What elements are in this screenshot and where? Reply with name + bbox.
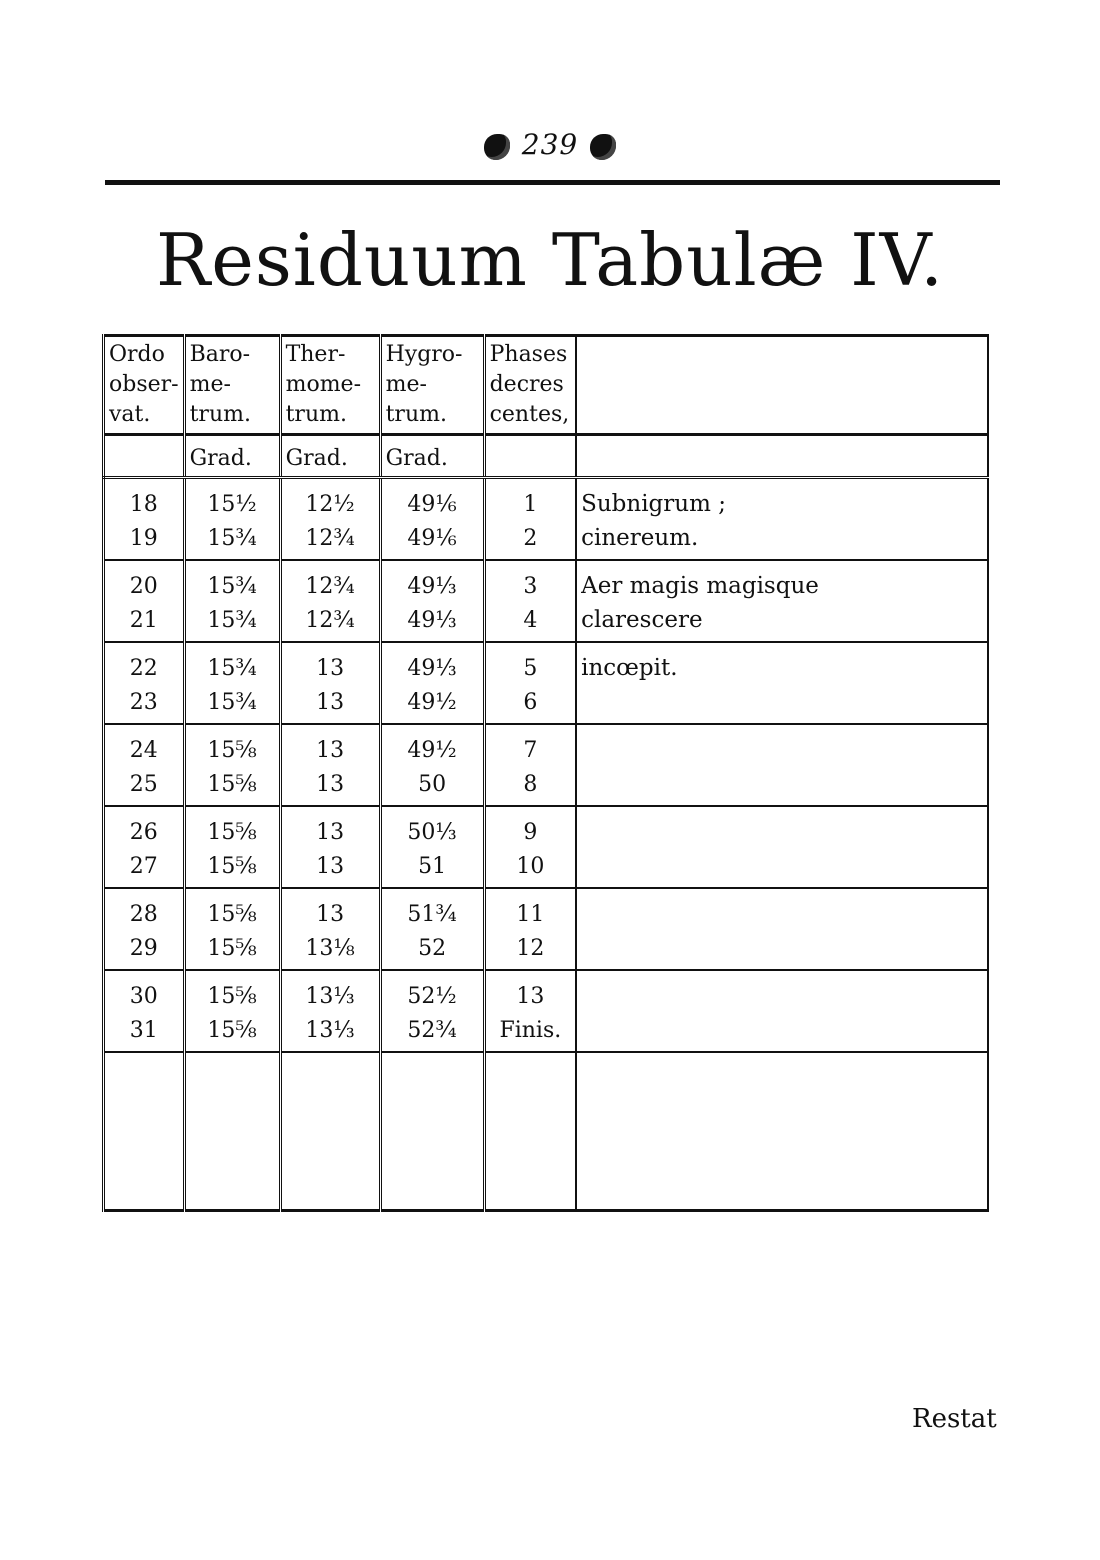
cell-ordo: 31 [104, 1013, 185, 1052]
header-barometer: Baro- me- trum. [184, 336, 280, 435]
header-hygrometer: Hygro- me- trum. [380, 336, 484, 435]
cell-hygro: 49½ [380, 685, 484, 724]
fleuron-left-icon [484, 134, 510, 160]
header-ordo: Ordo obser- vat. [104, 336, 185, 435]
cell-note: cinereum. [576, 521, 988, 560]
cell-thermo: 12¾ [280, 560, 380, 603]
table-row [104, 849, 989, 888]
cell-thermo: 12¾ [280, 521, 380, 560]
cell-ordo: 27 [104, 849, 185, 888]
table-row [104, 970, 989, 1013]
table-row [104, 1013, 989, 1052]
unit-notes [576, 435, 988, 478]
cell-hygro: 49⅙ [380, 521, 484, 560]
cell-phase: 6 [484, 685, 576, 724]
table-row [104, 603, 989, 642]
cell-hygro: 52 [380, 931, 484, 970]
cell-baro: 15¾ [184, 560, 280, 603]
table-row [104, 767, 989, 806]
cell-phase: 5 [484, 642, 576, 685]
cell-thermo: 12¾ [280, 603, 380, 642]
page-title: Residuum Tabulæ IV. [156, 218, 944, 302]
unit-hygrometer: Grad. [380, 435, 484, 478]
table-row [104, 685, 989, 724]
unit-thermometer: Grad. [280, 435, 380, 478]
cell-ordo: 20 [104, 560, 185, 603]
cell-phase: 7 [484, 724, 576, 767]
cell-ordo: 19 [104, 521, 185, 560]
cell-ordo: 24 [104, 724, 185, 767]
cell-phase: 9 [484, 806, 576, 849]
cell-phase: 2 [484, 521, 576, 560]
cell-note: Aer magis magisque [576, 560, 988, 603]
cell-thermo: 13 [280, 685, 380, 724]
cell-baro: 15¾ [184, 521, 280, 560]
header-phases: Phases decres centes, [484, 336, 576, 435]
cell-hygro: 52¾ [380, 1013, 484, 1052]
unit-phases [484, 435, 576, 478]
cell-hygro: 49⅓ [380, 603, 484, 642]
cell-hygro: 51 [380, 849, 484, 888]
cell-thermo: 13⅓ [280, 970, 380, 1013]
table-row [104, 642, 989, 685]
cell-baro: 15½ [184, 478, 280, 522]
cell-baro: 15¾ [184, 685, 280, 724]
cell-phase: 11 [484, 888, 576, 931]
observation-table [102, 334, 989, 1212]
cell-thermo: 13 [280, 849, 380, 888]
cell-baro: 15⅝ [184, 724, 280, 767]
header-rule [105, 180, 1000, 185]
table-row [104, 521, 989, 560]
cell-ordo: 23 [104, 685, 185, 724]
cell-thermo: 13 [280, 724, 380, 767]
cell-baro: 15⅝ [184, 849, 280, 888]
cell-thermo: 13⅓ [280, 1013, 380, 1052]
cell-ordo: 18 [104, 478, 185, 522]
cell-phase: 1 [484, 478, 576, 522]
unit-ordo [104, 435, 185, 478]
cell-ordo: 29 [104, 931, 185, 970]
cell-note [576, 724, 988, 767]
header-notes [576, 336, 988, 435]
cell-note: incœpit. [576, 642, 988, 685]
table-row [104, 931, 989, 970]
cell-thermo: 13 [280, 642, 380, 685]
cell-baro: 15¾ [184, 642, 280, 685]
cell-hygro: 50 [380, 767, 484, 806]
page-header [0, 128, 1100, 161]
cell-ordo: 25 [104, 767, 185, 806]
cell-phase: 4 [484, 603, 576, 642]
blank-row [104, 1052, 989, 1211]
cell-ordo: 21 [104, 603, 185, 642]
fleuron-right-icon [590, 134, 616, 160]
cell-note [576, 1013, 988, 1052]
cell-ordo: 26 [104, 806, 185, 849]
cell-note [576, 888, 988, 931]
cell-thermo: 13 [280, 806, 380, 849]
cell-note: clarescere [576, 603, 988, 642]
table-row [104, 806, 989, 849]
table-row [104, 560, 989, 603]
unit-row [104, 435, 989, 478]
cell-baro: 15⅝ [184, 806, 280, 849]
table-row [104, 888, 989, 931]
cell-thermo: 13 [280, 767, 380, 806]
cell-hygro: 49⅓ [380, 560, 484, 603]
cell-note [576, 849, 988, 888]
cell-note [576, 767, 988, 806]
cell-phase: 8 [484, 767, 576, 806]
cell-baro: 15⅝ [184, 888, 280, 931]
cell-phase: Finis. [484, 1013, 576, 1052]
table-body [104, 478, 989, 1053]
unit-barometer: Grad. [184, 435, 280, 478]
cell-baro: 15⅝ [184, 767, 280, 806]
cell-hygro: 49½ [380, 724, 484, 767]
header-thermometer: Ther- mome- trum. [280, 336, 380, 435]
cell-ordo: 28 [104, 888, 185, 931]
cell-baro: 15¾ [184, 603, 280, 642]
cell-phase: 10 [484, 849, 576, 888]
cell-hygro: 52½ [380, 970, 484, 1013]
cell-note [576, 970, 988, 1013]
cell-hygro: 49⅓ [380, 642, 484, 685]
cell-phase: 13 [484, 970, 576, 1013]
cell-baro: 15⅝ [184, 1013, 280, 1052]
cell-ordo: 22 [104, 642, 185, 685]
table-row [104, 724, 989, 767]
catchword: Restat [912, 1404, 997, 1434]
page-number: 239 [521, 128, 579, 161]
cell-hygro: 50⅓ [380, 806, 484, 849]
cell-ordo: 30 [104, 970, 185, 1013]
cell-phase: 3 [484, 560, 576, 603]
cell-hygro: 51¾ [380, 888, 484, 931]
table-row [104, 478, 989, 522]
cell-thermo: 13⅛ [280, 931, 380, 970]
cell-baro: 15⅝ [184, 931, 280, 970]
cell-thermo: 13 [280, 888, 380, 931]
cell-note: Subnigrum ; [576, 478, 988, 522]
cell-baro: 15⅝ [184, 970, 280, 1013]
header-row [104, 336, 989, 435]
cell-phase: 12 [484, 931, 576, 970]
cell-note [576, 931, 988, 970]
cell-note [576, 685, 988, 724]
cell-thermo: 12½ [280, 478, 380, 522]
cell-hygro: 49⅙ [380, 478, 484, 522]
cell-note [576, 806, 988, 849]
